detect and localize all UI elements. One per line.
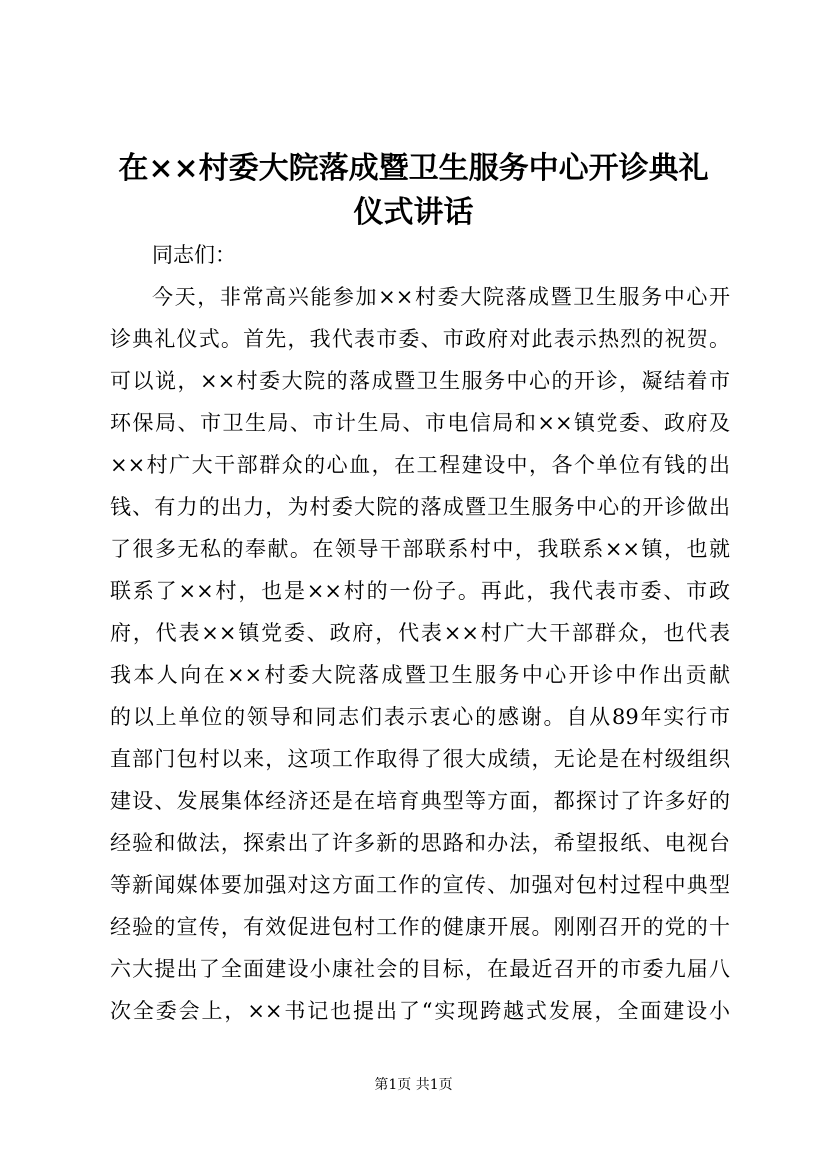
- body-line: 直部门包村以来，这项工作取得了很大成绩，无论是在村级组织: [110, 747, 730, 771]
- document-title-line-1: 在××村委大院落成暨卫生服务中心开诊典礼: [118, 151, 709, 186]
- body-line: 环保局、市卫生局、市计生局、市电信局和××镇党委、政府及: [110, 411, 730, 435]
- page-footer: 第1页 共1页: [374, 1077, 453, 1093]
- body-line: 诊典礼仪式。首先，我代表市委、市政府对此表示热烈的祝贺。: [110, 327, 730, 351]
- body-line: 经验的宣传，有效促进包村工作的健康开展。刚刚召开的党的十: [110, 915, 730, 939]
- body-line: 六大提出了全面建设小康社会的目标，在最近召开的市委九届八: [110, 957, 730, 981]
- body-line: 经验和做法，探索出了许多新的思路和办法，希望报纸、电视台: [110, 831, 730, 855]
- body-line: 次全委会上，××书记也提出了“实现跨越式发展，全面建设小: [110, 999, 730, 1023]
- body-line: ××村广大干部群众的心血，在工程建设中，各个单位有钱的出: [110, 453, 730, 477]
- document-title-line-2: 仪式讲话: [353, 195, 474, 230]
- body-line: 的以上单位的领导和同志们表示衷心的感谢。自从89年实行市: [110, 705, 730, 729]
- body-line: 钱、有力的出力，为村委大院的落成暨卫生服务中心的开诊做出: [110, 495, 730, 519]
- salutation: 同志们：: [152, 243, 236, 267]
- body-line: 等新闻媒体要加强对这方面工作的宣传、加强对包村过程中典型: [110, 873, 730, 897]
- body-line: 可以说，××村委大院的落成暨卫生服务中心的开诊，凝结着市: [110, 369, 730, 393]
- body-line: 联系了××村，也是××村的一份子。再此，我代表市委、市政: [110, 579, 730, 603]
- body-line: 建设、发展集体经济还是在培育典型等方面，都探讨了许多好的: [110, 789, 730, 813]
- body-line: 了很多无私的奉献。在领导干部联系村中，我联系××镇，也就: [110, 537, 730, 561]
- body-line: 今天，非常高兴能参加××村委大院落成暨卫生服务中心开: [152, 285, 730, 309]
- body-line: 府，代表××镇党委、政府，代表××村广大干部群众，也代表: [110, 621, 730, 645]
- body-line: 我本人向在××村委大院落成暨卫生服务中心开诊中作出贡献: [110, 663, 730, 687]
